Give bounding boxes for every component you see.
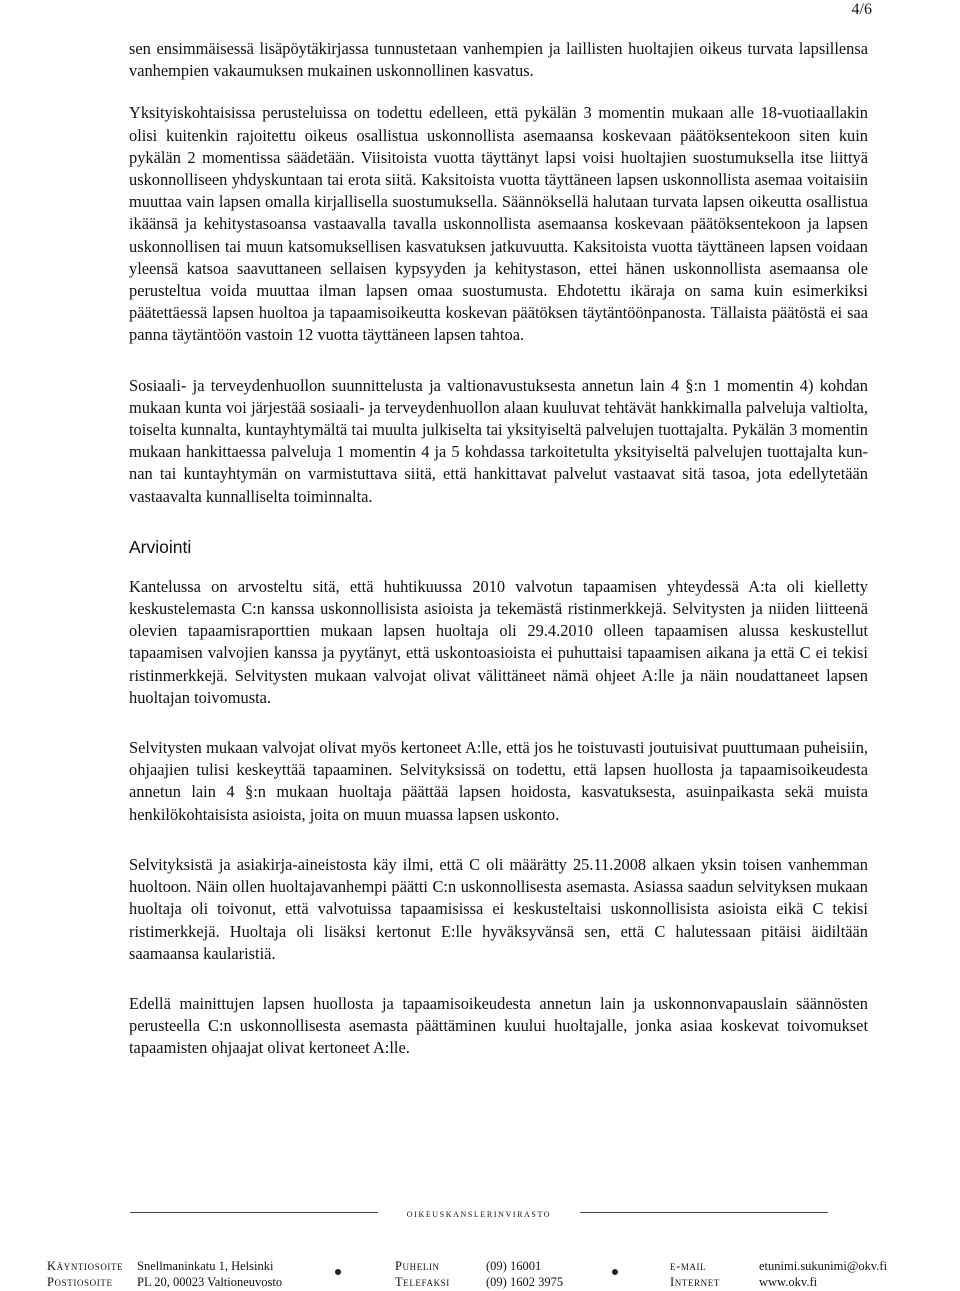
page-number: 4/6: [851, 1, 872, 18]
footer-rule-right: [580, 1212, 828, 1213]
body-paragraph-1: sen ensimmäisessä lisäpöytäkirjassa tunnustetaan vanhempien ja laillisten huoltajien oikeus turvata lapsillensa vanhempien vakaumuksen mukainen uskonnollinen kasvatus.: [129, 39, 868, 81]
phone-label: Puhelin: [395, 1259, 440, 1273]
assessment-paragraph-4: Edellä mainittujen lapsen huollosta ja tapaamisoikeudesta annetun lain ja uskonnonvapauslain säännösten perusteella C:n uskonnollisesta asemasta päättäminen kuului huoltajalle, jonka asiaa koskevat toivomukset tapaamisten ohjaajat olivat kertoneet A:lle.: [129, 993, 868, 1058]
section-heading-arviointi: Arviointi: [129, 536, 192, 557]
website-link[interactable]: www.okv.fi: [759, 1275, 818, 1289]
footer-rule-left: [130, 1212, 378, 1213]
postal-address-label: Postiosoite: [47, 1275, 113, 1289]
phone-value: (09) 16001: [486, 1259, 542, 1273]
visiting-address-value: Snellmaninkatu 1, Helsinki: [137, 1259, 274, 1273]
body-paragraph-2: Yksityiskohtaisissa perusteluissa on todettu edelleen, että pykälän 3 momentin mukaan alle 18-vuotiaallakin olisi kuitenkin rajoitettu oikeus osallistua uskonnollista asemaansa koskevaan päätöksentekoon siten kuin pykälän 2 momentissa säädetään. Viisitoista vuotta täyttänyt lapsi voisi huoltajien suostumuksella itse liittyä uskonnolliseen yhdyskuntaan tai erota siitä. Kaksitoista vuotta täyttäneen lapsen uskonnollista asemaa voitaisiin muuttaa vain lapsen omalla kirjallisella suostumuksella. Säännöksellä halutaan turvata lapsen oikeutta osallistua ikäänsä ja kehitystasoansa vastaavalla tavalla uskonnollista asemaansa koskevaan päätöksentekoon ja lapsen uskonnollisen tai muun katsomuksellisen kasvatuksen jatkuvuutta. Kaksitoista vuotta täyttäneen lapsen voidaan yleensä katsoa saavuttaneen sellaisen kypsyyden ja kehitystason, ettei hänen uskonnollista asemaansa ole perusteltua voida muuttaa ilman lapsen omaa suostumusta. Ehdotettu ikäraja on sama kuin esimerkiksi päätettäessä lapsen huoltoa ja tapaamisoikeutta koskevan päätöksen täytäntöönpanosta. Tällaista päätöstä ei saa panna täytäntöön vastoin 12 vuotta täyttäneen lapsen tahtoa.: [129, 103, 868, 345]
postal-address-value: PL 20, 00023 Valtioneuvosto: [137, 1275, 283, 1289]
document-body: [129, 38, 868, 1088]
email-link[interactable]: etunimi.sukunimi@okv.fi: [759, 1259, 888, 1273]
internet-label: Internet: [670, 1275, 720, 1289]
body-paragraph-3: Sosiaali- ja terveydenhuollon suunnittelusta ja valtionavustuksesta annetun lain 4 §:n 1 momentin 4) kohdan mukaan kunta voi järjestää sosiaali- ja terveydenhuollon alaan kuuluvat tehtävät hankkimalla palveluja valtiolta, toiselta kunnalta, kuntayhtymältä tai muulta julkiselta tai yksityiseltä palvelujen tuottajalta. Pykälän 3 momentin mukaan hankittaessa palveluja 1 momentin 4 ja 5 kohdassa tarkoitetulta yksityiseltä palvelujen tuottajalta kunnan tai kuntayhtymän on varmistuttava siitä, että hankittavat palvelut vastaavat sitä tasoa, jota edellytetään vastaavalta kunnalliselta toiminnalta.: [129, 375, 868, 506]
email-label: e-mail: [670, 1259, 707, 1273]
agency-name: oikeuskanslerinvirasto: [406, 1206, 552, 1220]
visiting-address-label: Käyntiosoite: [47, 1259, 124, 1273]
assessment-paragraph-1: Kantelussa on arvosteltu sitä, että huhtikuussa 2010 valvotun tapaamisen yhteydessä A:ta oli kielletty keskustelemasta C:n kanssa uskonnollisista asioista ja tekemästä ristinmerkkejä. Selvitysten ja niiden liitteenä olevien tapaamisraporttien mukaan lapsen huoltaja oli 29.4.2010 olleen tapaamisen alussa keskustellut tapaamisen valvojien kanssa ja pyytänyt, että uskontoasioista ei puhuttaisi tapaamisen aikana ja että C ei tekisi ristinmerkkejä. Selvitysten mukaan valvojat olivat välittäneet nämä ohjeet A:lle ja näin noudattaneet lapsen huoltajan toivomusta.: [129, 576, 868, 707]
assessment-paragraph-3: Selvityksistä ja asiakirja-aineistosta käy ilmi, että C oli määrätty 25.11.2008 alkaen yksin toisen vanhemman huoltoon. Näin ollen huoltajavanhempi päätti C:n uskonnollisesta asemasta. Asiassa saadun selvityksen mukaan huoltaja oli toivonut, että valvotuissa tapaamisissa ei keskusteltaisi uskonnollisista asioista eikä C tekisi ristimerkkejä. Huoltaja oli lisäksi kertonut E:lle hyväksyvänsä sen, että C halutessaan pitäisi äidiltään saamaansa kaularistiä.: [129, 854, 868, 963]
assessment-paragraph-2: Selvitysten mukaan valvojat olivat myös kertoneet A:lle, että jos he toistuvasti joutuisivat puuttumaan puheisiin, ohjaajien tulisi keskeyttää tapaaminen. Selvityksissä on todettu, että lapsen huollosta ja tapaamisoikeudesta annetun lain 4 §:n mukaan huoltaja päättää lapsen hoidosta, kasvatuksesta, asuinpaikasta sekä muista henkilökohtaisista asioista, joita on muun muassa lapsen uskonto.: [129, 738, 868, 824]
separator-dot-icon: [335, 1269, 341, 1275]
separator-dot-icon: [612, 1269, 618, 1275]
page-footer: [0, 1202, 960, 1291]
fax-value: (09) 1602 3975: [486, 1275, 564, 1289]
fax-label: Telefaksi: [395, 1275, 450, 1289]
